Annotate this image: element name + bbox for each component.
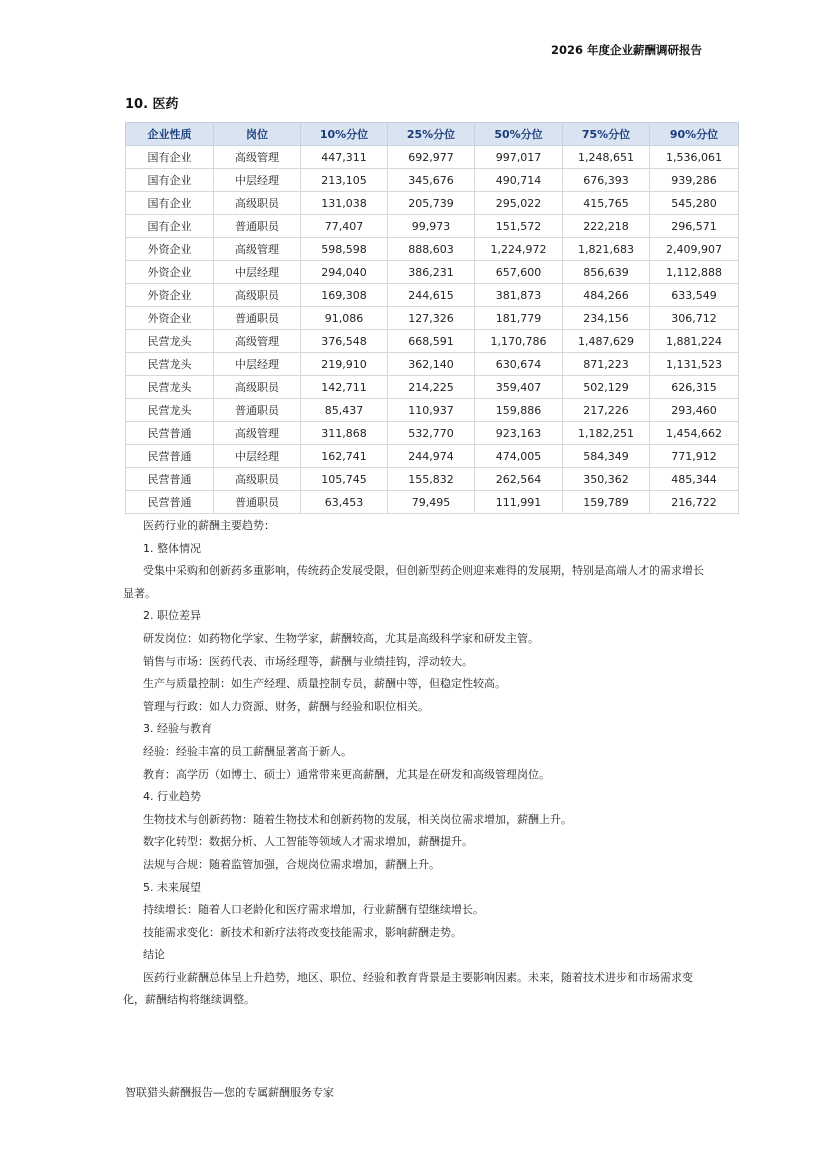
table-cell: 民营龙头 (126, 376, 214, 399)
table-cell: 181,779 (475, 307, 563, 330)
table-cell: 350,362 (563, 468, 650, 491)
table-cell: 高级管理 (214, 238, 301, 261)
item-biotech: 生物技术与创新药物：随着生物技术和创新药物的发展，相关岗位需求增加，薪酬上升。 (143, 812, 572, 826)
table-cell: 高级管理 (214, 422, 301, 445)
table-cell: 293,460 (650, 399, 739, 422)
table-cell: 484,266 (563, 284, 650, 307)
table-cell: 888,603 (388, 238, 475, 261)
table-cell: 普通职员 (214, 491, 301, 514)
table-cell: 490,714 (475, 169, 563, 192)
table-row (126, 353, 739, 376)
table-cell: 262,564 (475, 468, 563, 491)
table-cell: 高级职员 (214, 376, 301, 399)
heading-overall: 1. 整体情况 (143, 541, 201, 555)
item-production: 生产与质量控制：如生产经理、质量控制专员，薪酬中等，但稳定性较高。 (143, 677, 506, 691)
table-body (126, 146, 739, 514)
table-cell: 110,937 (388, 399, 475, 422)
table-cell: 216,722 (650, 491, 739, 514)
table-cell: 1,487,629 (563, 330, 650, 353)
section-title: 10. 医药 (125, 97, 179, 112)
table-cell: 1,536,061 (650, 146, 739, 169)
table-cell: 217,226 (563, 399, 650, 422)
table-row (126, 146, 739, 169)
table-cell: 普通职员 (214, 307, 301, 330)
column-header: 25%分位 (388, 123, 475, 146)
column-header: 10%分位 (301, 123, 388, 146)
table-cell: 306,712 (650, 307, 739, 330)
table-cell: 692,977 (388, 146, 475, 169)
table-cell: 657,600 (475, 261, 563, 284)
table-cell: 外资企业 (126, 307, 214, 330)
table-cell: 598,598 (301, 238, 388, 261)
table-cell: 高级职员 (214, 284, 301, 307)
paragraph-conclusion: 医药行业薪酬总体呈上升趋势，地区、职位、经验和教育背景是主要影响因素。未来，随着技术进步和市场需求变化，薪酬结构将继续调整。 (123, 970, 693, 1007)
column-header: 90%分位 (650, 123, 739, 146)
table-cell: 296,571 (650, 215, 739, 238)
table-cell: 外资企业 (126, 284, 214, 307)
trend-analysis (123, 515, 713, 1012)
table-cell: 中层经理 (214, 445, 301, 468)
table-header-row (126, 123, 739, 146)
intro-text: 医药行业的薪酬主要趋势： (143, 519, 275, 532)
table-cell: 169,308 (301, 284, 388, 307)
table-cell: 362,140 (388, 353, 475, 376)
table-cell: 359,407 (475, 376, 563, 399)
table-cell: 630,674 (475, 353, 563, 376)
table-cell: 普通职员 (214, 215, 301, 238)
table-cell: 485,344 (650, 468, 739, 491)
table-cell: 294,040 (301, 261, 388, 284)
table-row (126, 445, 739, 468)
item-digital: 数字化转型：数据分析、人工智能等领域人才需求增加，薪酬提升。 (143, 835, 473, 849)
table-cell: 474,005 (475, 445, 563, 468)
table-cell: 545,280 (650, 192, 739, 215)
table-row (126, 468, 739, 491)
table-cell: 311,868 (301, 422, 388, 445)
table-row (126, 215, 739, 238)
item-experience: 经验：经验丰富的员工薪酬显著高于新人。 (143, 744, 352, 758)
table-cell: 205,739 (388, 192, 475, 215)
table-cell: 219,910 (301, 353, 388, 376)
heading-outlook: 5. 未来展望 (143, 880, 201, 894)
heading-conclusion: 结论 (143, 948, 165, 962)
table-cell: 民营普通 (126, 468, 214, 491)
table-cell: 77,407 (301, 215, 388, 238)
table-row (126, 238, 739, 261)
table-cell: 997,017 (475, 146, 563, 169)
table-cell: 376,548 (301, 330, 388, 353)
item-sales: 销售与市场：医药代表、市场经理等，薪酬与业绩挂钩，浮动较大。 (143, 654, 473, 668)
table-cell: 1,881,224 (650, 330, 739, 353)
item-skills: 技能需求变化：新技术和新疗法将改变技能需求，影响薪酬走势。 (143, 925, 462, 939)
table-cell: 626,315 (650, 376, 739, 399)
column-header: 50%分位 (475, 123, 563, 146)
table-row (126, 284, 739, 307)
table-cell: 159,886 (475, 399, 563, 422)
table-cell: 222,218 (563, 215, 650, 238)
table-cell: 939,286 (650, 169, 739, 192)
table-cell: 381,873 (475, 284, 563, 307)
table-cell: 633,549 (650, 284, 739, 307)
table-cell: 1,182,251 (563, 422, 650, 445)
table-cell: 151,572 (475, 215, 563, 238)
table-cell: 民营普通 (126, 422, 214, 445)
table-cell: 111,991 (475, 491, 563, 514)
table-cell: 高级管理 (214, 330, 301, 353)
table-row (126, 491, 739, 514)
table-cell: 1,454,662 (650, 422, 739, 445)
table-cell: 高级职员 (214, 192, 301, 215)
table-row (126, 192, 739, 215)
table-cell: 民营龙头 (126, 353, 214, 376)
table-cell: 214,225 (388, 376, 475, 399)
table-cell: 中层经理 (214, 261, 301, 284)
heading-position-diff: 2. 职位差异 (143, 609, 201, 623)
table-cell: 159,789 (563, 491, 650, 514)
table-cell: 91,086 (301, 307, 388, 330)
table-cell: 415,765 (563, 192, 650, 215)
table-cell: 447,311 (301, 146, 388, 169)
table-cell: 民营普通 (126, 445, 214, 468)
salary-percentile-table (125, 122, 739, 514)
column-header: 企业性质 (126, 123, 214, 146)
table-row (126, 422, 739, 445)
paragraph-overall: 受集中采购和创新药多重影响，传统药企发展受限，但创新型药企则迎来难得的发展期，特别是高端人才的需求增长显著。 (123, 564, 704, 600)
table-cell: 外资企业 (126, 261, 214, 284)
table-cell: 高级管理 (214, 146, 301, 169)
footer-slogan: 智联猎头薪酬报告—您的专属薪酬服务专家 (125, 1086, 334, 1099)
table-cell: 676,393 (563, 169, 650, 192)
table-row (126, 399, 739, 422)
report-header-title: 2026 年度企业薪酬调研报告 (550, 43, 702, 57)
table-cell: 856,639 (563, 261, 650, 284)
table-cell: 345,676 (388, 169, 475, 192)
table-cell: 高级职员 (214, 468, 301, 491)
item-admin: 管理与行政：如人力资源、财务，薪酬与经验和职位相关。 (143, 699, 429, 713)
table-cell: 民营龙头 (126, 399, 214, 422)
table-cell: 142,711 (301, 376, 388, 399)
table-row (126, 261, 739, 284)
table-cell: 532,770 (388, 422, 475, 445)
table-cell: 105,745 (301, 468, 388, 491)
table-cell: 668,591 (388, 330, 475, 353)
table-cell: 国有企业 (126, 169, 214, 192)
table-cell: 127,326 (388, 307, 475, 330)
table-cell: 63,453 (301, 491, 388, 514)
item-rnd: 研发岗位：如药物化学家、生物学家，薪酬较高，尤其是高级科学家和研发主管。 (143, 631, 539, 645)
table-cell: 2,409,907 (650, 238, 739, 261)
item-education: 教育：高学历（如博士、硕士）通常带来更高薪酬，尤其是在研发和高级管理岗位。 (143, 767, 550, 781)
table-cell: 中层经理 (214, 169, 301, 192)
item-compliance: 法规与合规：随着监管加强，合规岗位需求增加，薪酬上升。 (143, 857, 440, 871)
table-cell: 99,973 (388, 215, 475, 238)
heading-industry-trend: 4. 行业趋势 (143, 790, 201, 804)
table-row (126, 169, 739, 192)
table-cell: 民营普通 (126, 491, 214, 514)
table-row (126, 307, 739, 330)
table-cell: 1,131,523 (650, 353, 739, 376)
item-growth: 持续增长：随着人口老龄化和医疗需求增加，行业薪酬有望继续增长。 (143, 903, 484, 917)
table-row (126, 376, 739, 399)
table-cell: 外资企业 (126, 238, 214, 261)
table-cell: 85,437 (301, 399, 388, 422)
table-cell: 普通职员 (214, 399, 301, 422)
table-cell: 国有企业 (126, 192, 214, 215)
table-cell: 386,231 (388, 261, 475, 284)
table-cell: 213,105 (301, 169, 388, 192)
table-cell: 国有企业 (126, 215, 214, 238)
table-cell: 131,038 (301, 192, 388, 215)
table-cell: 1,248,651 (563, 146, 650, 169)
table-cell: 中层经理 (214, 353, 301, 376)
table-cell: 244,615 (388, 284, 475, 307)
table-cell: 584,349 (563, 445, 650, 468)
table-cell: 国有企业 (126, 146, 214, 169)
table-cell: 502,129 (563, 376, 650, 399)
table-cell: 771,912 (650, 445, 739, 468)
table-cell: 923,163 (475, 422, 563, 445)
column-header: 75%分位 (563, 123, 650, 146)
table-row (126, 330, 739, 353)
table-cell: 871,223 (563, 353, 650, 376)
table-cell: 162,741 (301, 445, 388, 468)
heading-experience: 3. 经验与教育 (143, 722, 212, 736)
table-cell: 155,832 (388, 468, 475, 491)
table-cell: 民营龙头 (126, 330, 214, 353)
table-cell: 79,495 (388, 491, 475, 514)
column-header: 岗位 (214, 123, 301, 146)
table-cell: 295,022 (475, 192, 563, 215)
table-cell: 1,112,888 (650, 261, 739, 284)
table-cell: 1,170,786 (475, 330, 563, 353)
table-cell: 1,821,683 (563, 238, 650, 261)
table-cell: 234,156 (563, 307, 650, 330)
table-cell: 1,224,972 (475, 238, 563, 261)
table-cell: 244,974 (388, 445, 475, 468)
